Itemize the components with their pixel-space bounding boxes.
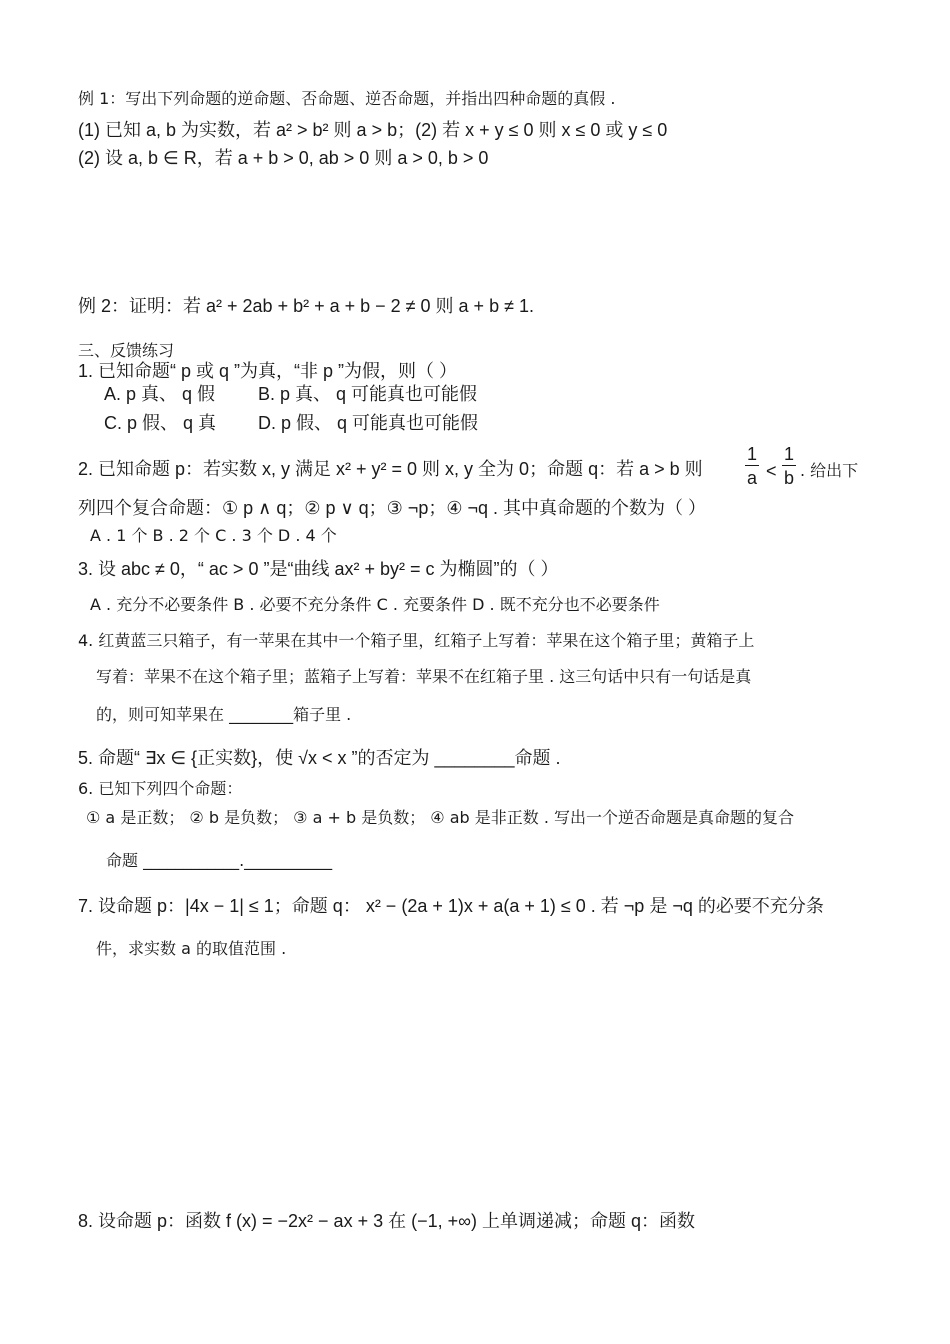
question-6-line-3: 命题 ____________.___________ [106,851,333,870]
question-1-stem: 1. 已知命题“ p 或 q ”为真，“非 p ”为假，则（ ） [78,361,458,381]
question-3-stem: 3. 设 abc ≠ 0，“ ac > 0 ”是“曲线 ax² + by² = c 为椭圆”的（ ） [78,559,559,579]
question-3-options: A . 充分不必要条件 B . 必要不充分条件 C . 充要条件 D . 既不充分也不必要条件 [90,595,660,614]
question-5-stem: 5. 命题“ ∃x ∈ {正实数}，使 √x < x ”的否定为 ________命题 . [78,748,561,768]
question-4-line-2: 写着：苹果不在这个箱子里；蓝箱子上写着：苹果不在红箱子里 . 这三句话中只有一句话是真 [96,667,752,686]
fraction-1-over-b [782,443,796,490]
section-heading: 三、反馈练习 [78,341,175,360]
question-4-line-3: 的，则可知苹果在 ________箱子里 . [96,705,352,724]
question-6-line-1: 6. 已知下列四个命题： [78,779,243,798]
question-1-option-c: C. p 假、 q 真 [104,413,217,433]
question-7-line-1: 7. 设命题 p：|4x − 1| ≤ 1；命题 q： x² − (2a + 1)x + a(a + 1) ≤ 0 . 若 ¬p 是 ¬q 的必要不充分条 [78,896,824,916]
fraction-numerator: 1 [746,444,757,464]
question-6-line-2: ① a 是正数； ② b 是负数； ③ a + b 是负数； ④ ab 是非正数 . 写出一个逆否命题是真命题的复合 [86,808,795,827]
question-4-line-1: 4. 红黄蓝三只箱子，有一苹果在其中一个箱子里，红箱子上写着：苹果在这个箱子里；黄箱子上 [78,631,755,650]
example-1-line-2: (2) 设 a, b ∈ R，若 a + b > 0, ab > 0 则 a > 0, b > 0 [78,148,489,168]
fraction-denominator: b [783,468,794,488]
question-1-option-b: B. p 真、 q 可能真也可能假 [258,384,478,404]
less-than-sign: < [766,461,777,481]
question-7-line-2: 件，求实数 a 的取值范围 . [96,939,287,958]
question-1-option-d: D. p 假、 q 可能真也可能假 [258,413,479,433]
question-2-line-1-tail: . 给出下 [800,461,859,480]
question-2-options: A . 1 个 B . 2 个 C . 3 个 D . 4 个 [90,526,337,545]
question-1-option-a: A. p 真、 q 假 [104,384,216,404]
example-1-line-1: (1) 已知 a, b 为实数，若 a² > b² 则 a > b；(2) 若 x + y ≤ 0 则 x ≤ 0 或 y ≤ 0 [78,120,668,140]
question-2-line-2: 列四个复合命题：① p ∧ q；② p ∨ q；③ ¬p；④ ¬q . 其中真命题的个数为（ ） [78,498,706,518]
question-8-line-1: 8. 设命题 p：函数 f (x) = −2x² − ax + 3 在 (−1, +∞) 上单调递减；命题 q：函数 [78,1211,695,1231]
example-2-title: 例 2：证明：若 a² + 2ab + b² + a + b − 2 ≠ 0 则 a + b ≠ 1. [78,296,534,316]
fraction-numerator: 1 [783,444,794,464]
question-2-line-1: 2. 已知命题 p：若实数 x, y 满足 x² + y² = 0 则 x, y 全为 0；命题 q：若 a > b 则 [78,459,703,479]
fraction-denominator: a [746,468,757,488]
fraction-1-over-a [745,443,759,490]
example-1-title: 例 1：写出下列命题的逆命题、否命题、逆否命题，并指出四种命题的真假 . [78,89,616,108]
